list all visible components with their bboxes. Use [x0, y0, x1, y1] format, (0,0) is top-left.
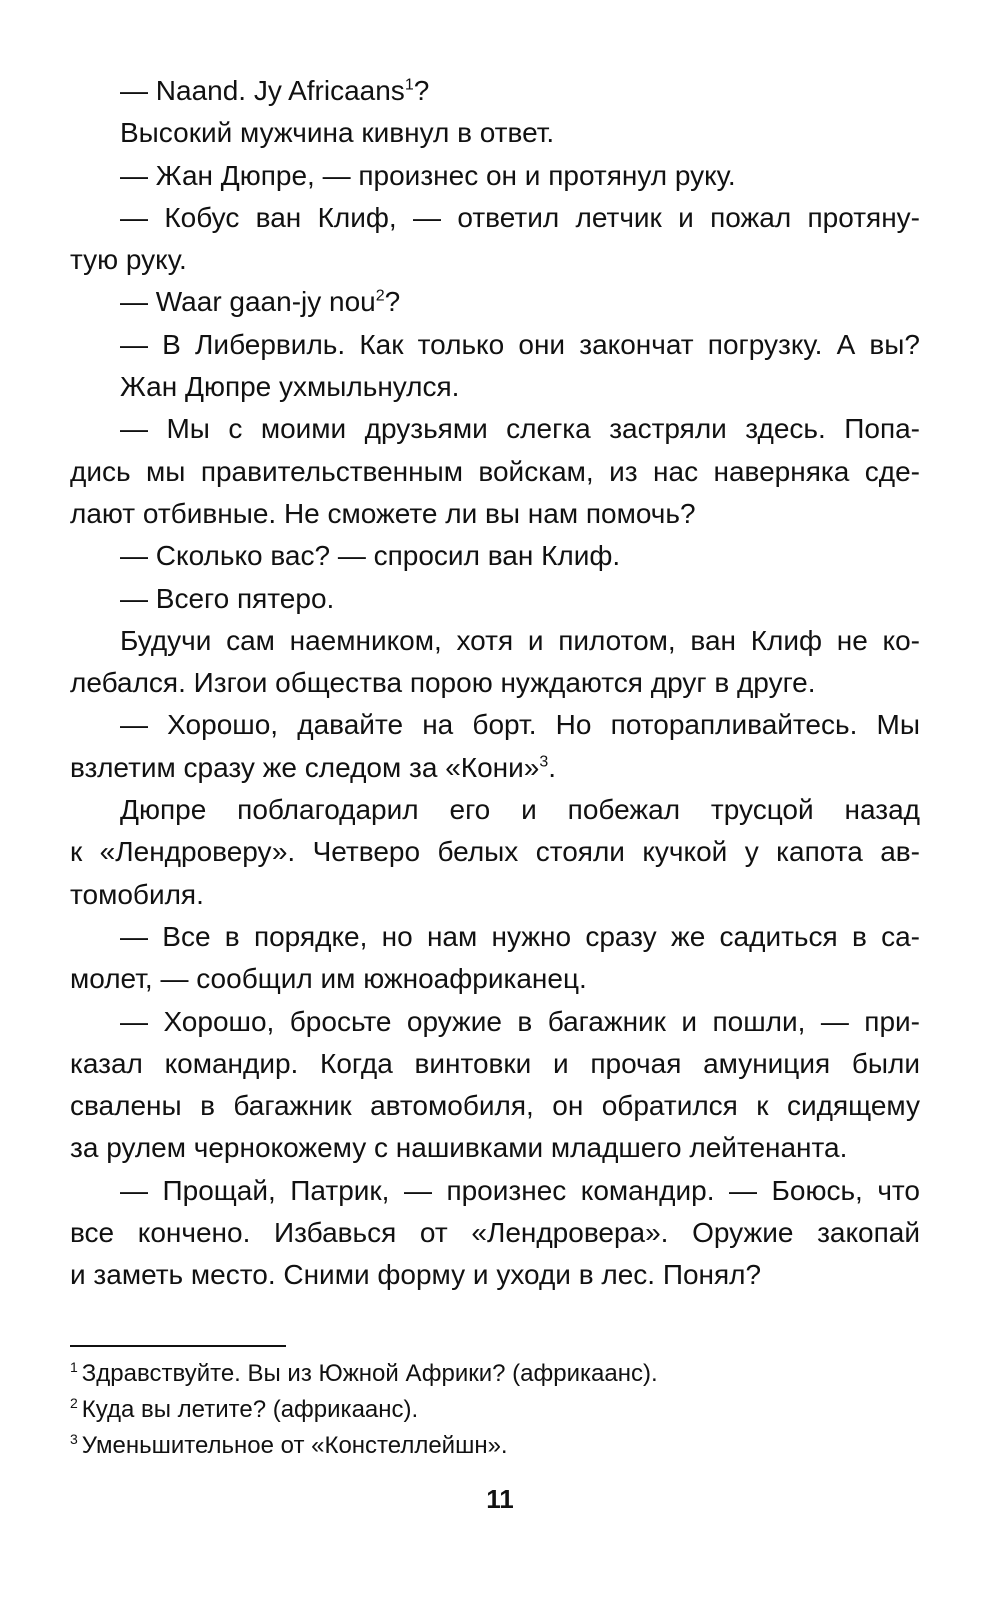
text-line: [70, 70, 920, 112]
text-line: и заметь место. Сними форму и уходи в лес. Понял?: [70, 1259, 762, 1291]
text-line: — Мы с моими друзьями слегка застряли здесь. Попа-: [120, 413, 920, 445]
text-line: — Все в порядке, но нам нужно сразу же садиться в са-: [120, 920, 920, 952]
text-line: — Всего пятеро.: [120, 582, 335, 614]
text-run: — Waar gaan-jy nou: [120, 286, 376, 318]
text-line: Будучи сам наемником, хотя и пилотом, ван Клиф не ко-: [120, 624, 920, 656]
footnote-text: Куда вы летите? (африкаанс).: [81, 1396, 419, 1423]
text-line: томобиля.: [70, 878, 204, 910]
footnote-ref: 1: [404, 76, 414, 94]
text-line: — Хорошо, давайте на борт. Но поторапливайтесь. Мы: [120, 709, 920, 741]
footnote: [70, 1392, 920, 1428]
footnote-ref: 3: [539, 753, 549, 771]
footnote-text: Уменьшительное от «Констеллейшн».: [81, 1432, 508, 1459]
text-line: — Хорошо, бросьте оружие в багажник и пошли, — при-: [120, 1005, 920, 1037]
footnote-mark: 2: [70, 1395, 78, 1411]
text-line: казал командир. Когда винтовки и прочая амуниция были: [70, 1047, 920, 1079]
text-run: .: [548, 751, 557, 783]
text-run: взлетим сразу же следом за «Кони»: [70, 751, 540, 783]
text-line: к «Лендроверу». Четверо белых стояли кучкой у капота ав-: [70, 836, 920, 868]
text-run: ?: [413, 75, 430, 106]
text-line: [70, 747, 920, 789]
text-line: дись мы правительственным войскам, из нас наверняка сде-: [70, 455, 920, 487]
text-line: — В Либервиль. Как только они закончат погрузку. А вы?: [120, 328, 920, 360]
text-run: — Naand. Jy Africaans: [120, 75, 405, 106]
text-line: молет, — сообщил им южноафриканец.: [70, 963, 587, 995]
text-line: — Жан Дюпре, — произнес он и протянул руку.: [120, 159, 736, 191]
footnote: [70, 1356, 920, 1392]
text-line: — Сколько вас? — спросил ван Клиф.: [120, 540, 621, 572]
text-line: за рулем чернокожему с нашивками младшего лейтенанта.: [70, 1132, 848, 1164]
footnote-ref: 2: [375, 288, 385, 306]
text-line: Дюпре поблагодарил его и побежал трусцой назад: [120, 794, 920, 826]
text-line: Высокий мужчина кивнул в ответ.: [120, 117, 555, 149]
text-line: — Прощай, Патрик, — произнес командир. — Боюсь, что: [120, 1174, 920, 1206]
footnote-mark: 3: [70, 1431, 78, 1447]
text-run: ?: [384, 286, 401, 318]
text-line: свалены в багажник автомобиля, он обратился к сидящему: [70, 1090, 920, 1122]
footnote-text: Здравствуйте. Вы из Южной Африки? (африкаанс).: [81, 1360, 658, 1387]
page-number: 11: [486, 1484, 514, 1514]
footnote-separator: [70, 1345, 286, 1347]
text-line: все кончено. Избавься от «Лендровера». Оружие закопай: [70, 1217, 920, 1249]
text-line: — Кобус ван Клиф, — ответил летчик и пожал протяну-: [120, 201, 920, 233]
footnote: [70, 1428, 920, 1464]
footnote-mark: 1: [70, 1359, 78, 1375]
text-line: тую руку.: [70, 244, 187, 276]
main-text: [70, 70, 920, 1297]
footnotes: [70, 1356, 920, 1464]
text-line: [70, 281, 920, 323]
text-line: лают отбивные. Не сможете ли вы нам помочь?: [70, 497, 696, 529]
text-line: лебался. Изгои общества порою нуждаются друг в друге.: [70, 667, 816, 699]
text-line: Жан Дюпре ухмыльнулся.: [120, 371, 460, 403]
